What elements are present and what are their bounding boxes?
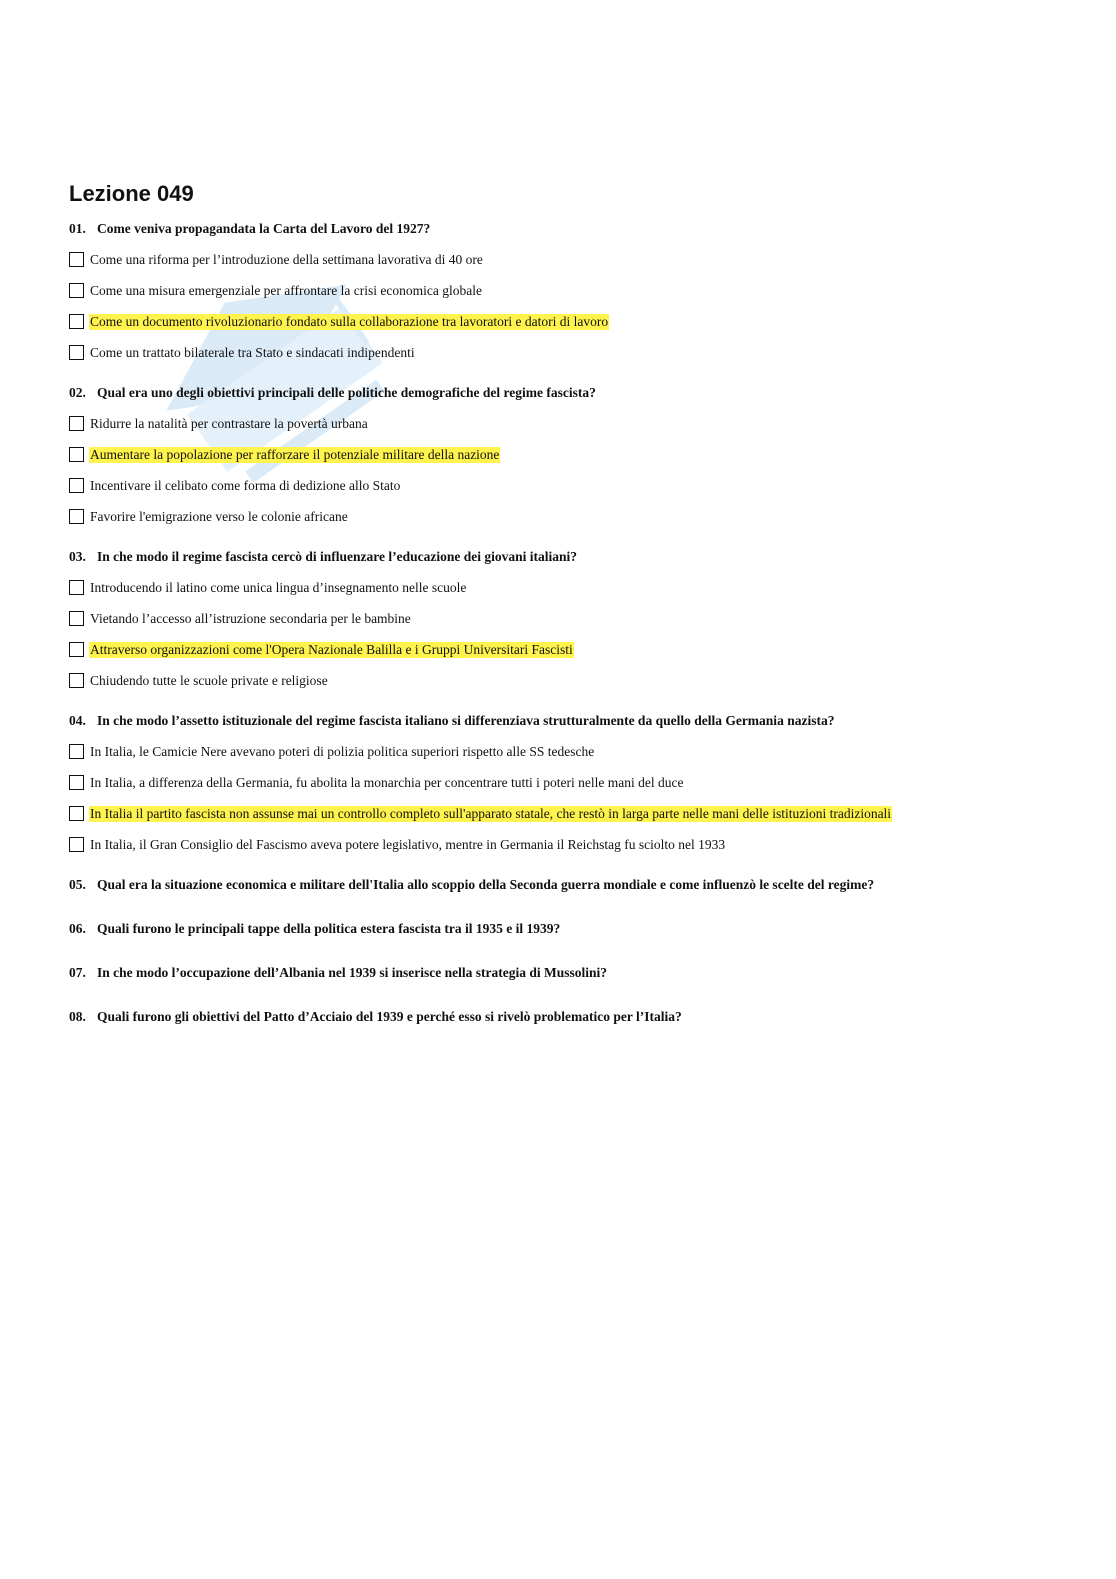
answer-label: Come un trattato bilaterale tra Stato e sindacati indipendenti [90,344,415,360]
question-text [69,220,1049,238]
answer-option [69,275,1049,306]
question-number: 04. [69,713,86,728]
question-number: 03. [69,549,86,564]
question-number: 01. [69,221,86,236]
question-label: Quali furono gli obiettivi del Patto d’Acciaio del 1939 e perché esso si rivelò problematico per l’Italia? [97,1009,682,1024]
answer-option [69,767,1049,798]
answer-label: Ridurre la natalità per contrastare la povertà urbana [90,415,368,431]
question-text [69,712,1049,730]
question-text [69,920,1049,938]
answer-checkbox[interactable] [69,580,84,595]
question-block [69,384,1049,532]
answer-checkbox[interactable] [69,314,84,329]
question-number: 02. [69,385,86,400]
answer-checkbox[interactable] [69,642,84,657]
answer-list [69,244,1049,368]
answer-label: Incentivare il celibato come forma di dedizione allo Stato [90,477,401,493]
answer-checkbox[interactable] [69,252,84,267]
question-text [69,876,1049,894]
question-text [69,964,1049,982]
answer-checkbox[interactable] [69,611,84,626]
answer-checkbox[interactable] [69,673,84,688]
answer-label: Come una misura emergenziale per affrontare la crisi economica globale [90,282,482,298]
answer-label: Vietando l’accesso all’istruzione secondaria per le bambine [90,610,411,626]
question-number: 07. [69,965,86,980]
answer-label: Favorire l'emigrazione verso le colonie africane [90,508,348,524]
answer-checkbox[interactable] [69,744,84,759]
question-block [69,548,1049,696]
answer-option [69,244,1049,275]
question-number: 05. [69,877,86,892]
answer-option-highlighted [69,439,1049,470]
answer-label: Chiudendo tutte le scuole private e religiose [90,672,328,688]
question-block [69,712,1049,860]
answer-label: In Italia, le Camicie Nere avevano poteri di polizia politica superiori rispetto alle SS tedesche [90,743,595,759]
question-text [69,548,1049,566]
page-title: Lezione 049 [69,181,194,206]
answer-label: In Italia il partito fascista non assunse mai un controllo completo sull'apparato statale, che restò in larga parte nelle mani delle istituzioni tradizionali [90,805,892,821]
question-label: In che modo il regime fascista cercò di influenzare l’educazione dei giovani italiani? [97,549,577,564]
answer-label: Aumentare la popolazione per rafforzare il potenziale militare della nazione [90,446,500,462]
answer-option [69,501,1049,532]
answer-option [69,829,1049,860]
answer-option [69,665,1049,696]
open-question [69,1008,1049,1026]
answer-option [69,603,1049,634]
answer-list [69,408,1049,532]
question-text [69,384,1049,402]
quiz-content [69,180,1049,1052]
answer-checkbox[interactable] [69,447,84,462]
answer-label: In Italia, a differenza della Germania, fu abolita la monarchia per concentrare tutti i poteri nelle mani del duce [90,774,684,790]
open-question [69,876,1049,894]
answer-list [69,572,1049,696]
answer-checkbox[interactable] [69,283,84,298]
question-text [69,1008,1049,1026]
answer-option-highlighted [69,798,1049,829]
answer-option [69,470,1049,501]
answer-option [69,736,1049,767]
question-label: Quali furono le principali tappe della politica estera fascista tra il 1935 e il 1939? [97,921,561,936]
answer-checkbox[interactable] [69,478,84,493]
answer-checkbox[interactable] [69,345,84,360]
answer-label: Come un documento rivoluzionario fondato sulla collaborazione tra lavoratori e datori di lavoro [90,313,609,329]
question-label: Qual era uno degli obiettivi principali delle politiche demografiche del regime fascista? [97,385,596,400]
question-label: In che modo l’assetto istituzionale del regime fascista italiano si differenziava strutturalmente da quello della Germania nazista? [97,713,835,728]
answer-option [69,408,1049,439]
question-number: 08. [69,1009,86,1024]
answer-checkbox[interactable] [69,806,84,821]
answer-checkbox[interactable] [69,509,84,524]
question-label: Come veniva propagandata la Carta del Lavoro del 1927? [97,221,431,236]
question-number: 06. [69,921,86,936]
answer-label: Introducendo il latino come unica lingua d’insegnamento nelle scuole [90,579,467,595]
answer-checkbox[interactable] [69,775,84,790]
answer-option-highlighted [69,306,1049,337]
answer-checkbox[interactable] [69,416,84,431]
answer-option [69,572,1049,603]
answer-checkbox[interactable] [69,837,84,852]
question-label: In che modo l’occupazione dell’Albania nel 1939 si inserisce nella strategia di Mussolini? [97,965,608,980]
answer-list [69,736,1049,860]
answer-label: In Italia, il Gran Consiglio del Fascismo aveva potere legislativo, mentre in Germania il Reichstag fu sciolto nel 1933 [90,836,726,852]
answer-option-highlighted [69,634,1049,665]
answer-option [69,337,1049,368]
answer-label: Come una riforma per l’introduzione della settimana lavorativa di 40 ore [90,251,483,267]
open-question [69,964,1049,982]
question-block [69,220,1049,368]
open-question [69,920,1049,938]
answer-label: Attraverso organizzazioni come l'Opera Nazionale Balilla e i Gruppi Universitari Fascisti [90,641,573,657]
question-label: Qual era la situazione economica e militare dell'Italia allo scoppio della Seconda guerra mondiale e come influenzò le scelte del regime? [97,877,875,892]
